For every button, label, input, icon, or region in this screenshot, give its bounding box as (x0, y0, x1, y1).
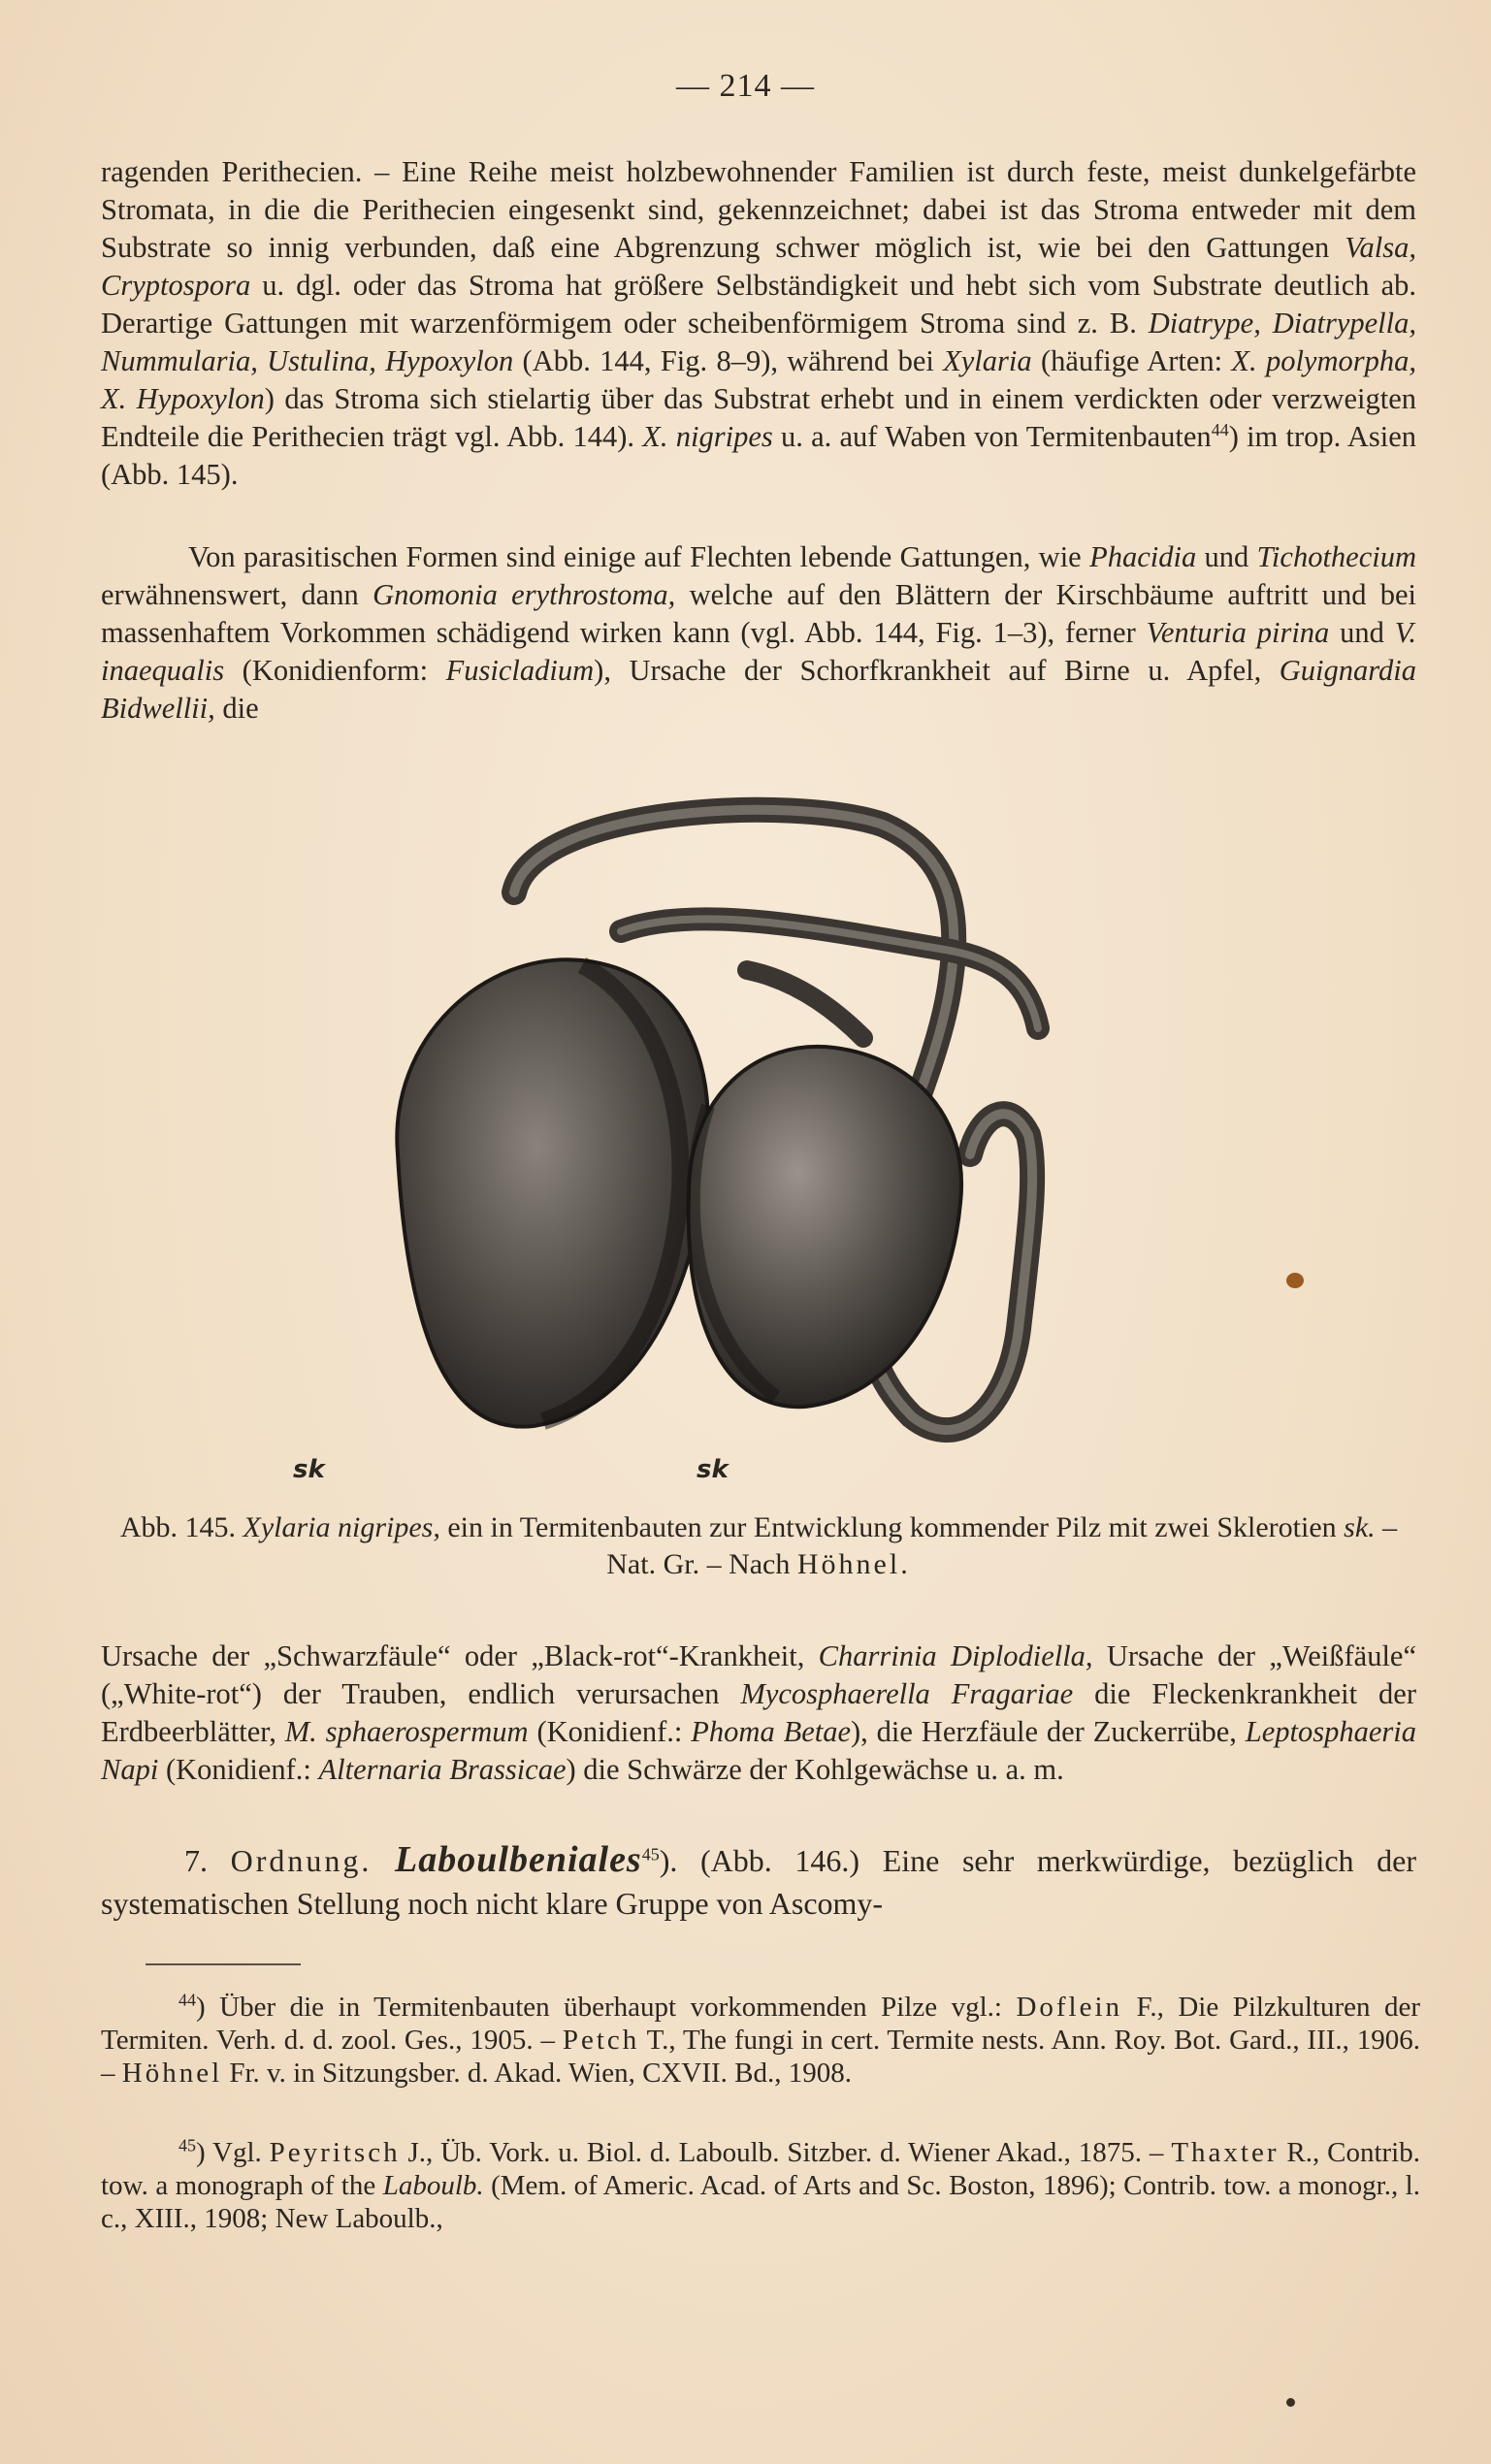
taxon-name: Venturia pirina (1146, 616, 1330, 649)
taxon-name: Guignardia Bidwellii, (101, 654, 1416, 725)
taxon-name: Gnomonia erythrostoma, (373, 578, 676, 611)
footnote-ref-45: 45 (641, 1844, 660, 1864)
text-run: Von parasitischen Formen sind einige auf Flechten lebende Gattungen, wie (188, 540, 1090, 573)
taxon-name: Mycosphaerella Fragariae (740, 1677, 1074, 1710)
text-run: (häufige Arten: (1031, 344, 1232, 377)
text-run: (Konidienf.: (528, 1715, 692, 1748)
footnote-divider (146, 1963, 301, 1965)
taxon-name: X. nigripes (642, 420, 773, 453)
page-number: — 214 — (676, 68, 815, 104)
taxon-name: Fusicladium (445, 654, 595, 687)
footnote-number: 44 (178, 1990, 196, 2010)
text-run: J., Üb. Vork. u. Biol. d. Laboulb. Sitzber. d. Wiener Akad., 1875. – (400, 2137, 1172, 2168)
text-run: T., The fungi in cert. Termite nests. Ann. Roy. Bot. Gard., III., 1906. – (101, 2025, 1420, 2089)
text-run: ), die Herzfäule der Zuckerrübe, (851, 1715, 1246, 1748)
text-run: erwähnenswert, dann (101, 578, 373, 611)
taxon-name: Laboulb. (382, 2170, 484, 2201)
taxon-name: Xylaria (943, 344, 1032, 377)
order-title: Laboulbeniales (395, 1839, 642, 1880)
text-run: ) im trop. Asien (Abb. 145). (101, 420, 1416, 491)
text-run: und (1329, 616, 1395, 649)
caption-taxon: Xylaria nigripes, (243, 1511, 440, 1543)
figure-label-sk-left: sk (293, 1455, 325, 1484)
text-run: (Konidienform: (224, 654, 446, 687)
sclerotium-left (397, 959, 708, 1426)
taxon-name: Tichothecium (1256, 540, 1416, 573)
order-label: Ordnung. (230, 1843, 373, 1878)
text-run: u. dgl. oder das Stroma hat größere Selbständigkeit und hebt sich vom Substrate deutlich ab. Derartige Gattungen mit warzenförmigem oder scheibenförmigem Stroma sind z. B. (101, 269, 1416, 340)
text-run: Ursache der „Weißfäule“ („White-rot“) der Trauben, endlich verursachen (101, 1639, 1416, 1710)
text-run: ) die Schwärze der Kohlgewächse u. a. m. (566, 1753, 1064, 1786)
text-run: F., Die Pilzkulturen der Termiten. Verh. d. d. zool. Ges., 1905. – (101, 1992, 1420, 2056)
text-run: ), Ursache der Schorfkrankheit auf Birne u. Apfel, (594, 654, 1280, 687)
paper-stain (1286, 2398, 1295, 2407)
paragraph-stromata (101, 153, 1416, 494)
text-run: ) Über die in Termitenbauten überhaupt vorkommenden Pilze vgl.: (196, 1992, 1017, 2023)
figure-caption (101, 1509, 1416, 1583)
author-name: Höhnel (121, 2058, 223, 2089)
figure-label-sk-right: sk (697, 1455, 729, 1484)
footnote-45 (101, 2136, 1420, 2235)
paragraph-laboulbeniales (101, 1838, 1416, 1925)
text-run: und (1196, 540, 1257, 573)
author-name: Thaxter (1171, 2137, 1280, 2168)
taxon-name: Alternaria Brassicae (318, 1753, 567, 1786)
text-run: R., Contrib. tow. a monograph of the (101, 2137, 1420, 2201)
xylaria-drawing (291, 786, 1222, 1504)
figure-xylaria-illustration (291, 786, 1222, 1504)
text-run: die (214, 692, 259, 725)
text-run: (Konidienf.: (158, 1753, 319, 1786)
text-run: ) das Stroma sich stielartig über das Substrat erhebt und in einem verdickten oder verzweigten Endteile die Perithecien trägt vgl. Abb. 144). (101, 382, 1416, 453)
text-run: ). (Abb. 146.) Eine sehr merkwürdige, bezüglich der systematischen Stellung noch nicht klare Gruppe von Ascomy- (101, 1843, 1417, 1921)
text-run: Fr. v. in Sitzungsber. d. Akad. Wien, CXVII. Bd., 1908. (222, 2058, 853, 2089)
taxon-name: Phoma Betae (691, 1715, 851, 1748)
text-run: welche auf den Blättern der Kirschbäume auftritt und bei massenhaftem Vorkommen schädigend wirken kann (vgl. Abb. 144, Fig. 1–3), ferner (101, 578, 1416, 649)
text-run: (Abb. 144, Fig. 8–9), während bei (513, 344, 944, 377)
taxon-name: Valsa, Cryptospora (101, 231, 1416, 302)
taxon-name: V. inaequalis (101, 616, 1417, 687)
text-run: die Fleckenkrankheit der Erdbeerblätter, (101, 1677, 1416, 1748)
caption-text: – Nat. Gr. – Nach (606, 1511, 1398, 1580)
text-run: u. a. auf Waben von Termitenbauten (772, 420, 1212, 453)
author-name: Petch (562, 2025, 640, 2056)
footnote-44 (101, 1991, 1420, 2090)
taxon-name: X. polymorpha, X. Hypoxylon (101, 344, 1416, 415)
footnote-number: 45 (178, 2135, 196, 2156)
paragraph-parasitic-forms (101, 538, 1416, 728)
author-name: Doflein (1016, 1992, 1123, 2023)
caption-text: ein in Termitenbauten zur Entwicklung kommender Pilz mit zwei Sklerotien (439, 1511, 1345, 1543)
text-run: (Mem. of Americ. Acad. of Arts and Sc. Boston, 1896); Contrib. tow. a monogr., l. c., XIII., 1908; New Laboulb., (101, 2170, 1420, 2234)
taxon-name: Charrinia Diplodiella, (818, 1639, 1093, 1672)
author-name: Peyritsch (269, 2137, 401, 2168)
text-run: ragenden Perithecien. – Eine Reihe meist holzbewohnender Familien ist durch feste, meist dunkelgefärbte Stromata, in die die Perithecien eingesenkt sind, gekennzeichnet; dabei ist das Stroma entweder mit dem Substrate so innig verbunden, daß eine Abgrenzung schwer möglich ist, wie bei den Gattungen (101, 155, 1416, 264)
taxon-name: M. sphaerospermum (284, 1715, 529, 1748)
text-run: 7. (184, 1843, 231, 1878)
caption-text: Abb. 145. (119, 1511, 243, 1543)
footnote-ref-44: 44 (1211, 419, 1229, 439)
text-run: ) Vgl. (196, 2137, 270, 2168)
text-run: Ursache der „Schwarzfäule“ oder „Black-rot“-Krankheit, (101, 1639, 819, 1672)
paragraph-diseases (101, 1637, 1416, 1789)
caption-author: Höhnel. (796, 1548, 911, 1580)
taxon-name: Phacidia (1089, 540, 1197, 573)
caption-abbrev: sk. (1344, 1511, 1376, 1543)
taxon-name: Leptosphaeria Napi (101, 1715, 1416, 1786)
taxon-name: Diatrype, Diatrypella, Nummularia, Ustulina, Hypoxylon (101, 307, 1416, 377)
paper-stain (1286, 1273, 1304, 1288)
